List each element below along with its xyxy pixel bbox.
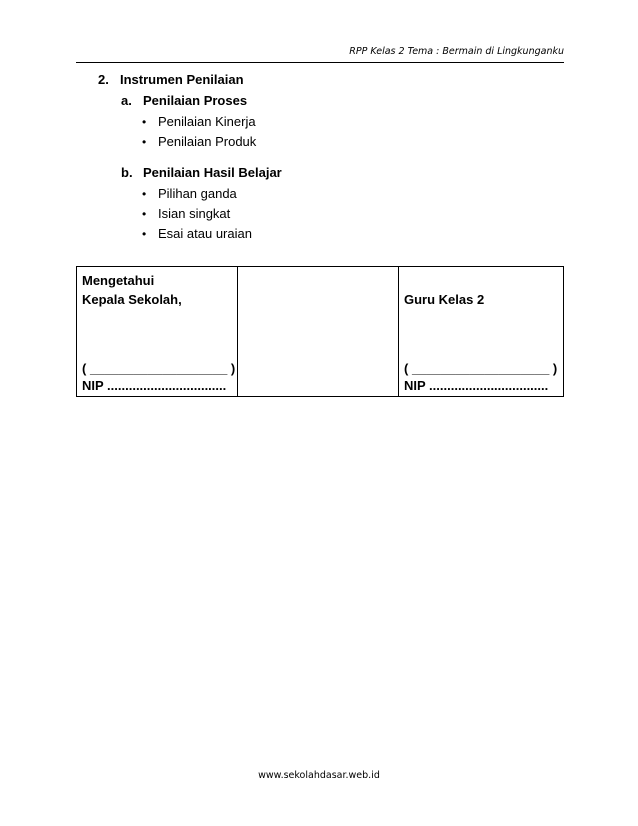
subsection-a-text: Penilaian Proses xyxy=(143,93,248,108)
bullet-icon: • xyxy=(142,227,147,241)
principal-label: Kepala Sekolah, xyxy=(82,292,182,307)
teacher-nip: NIP ................................. xyxy=(404,378,549,393)
acknowledged-label: Mengetahui xyxy=(82,273,155,288)
bullet-icon: • xyxy=(142,135,147,149)
principal-nip: NIP ................................. xyxy=(82,378,227,393)
section-title xyxy=(98,72,244,87)
signature-right-cell xyxy=(399,267,564,397)
list-item-text: Penilaian Kinerja xyxy=(158,114,256,129)
list-item-text: Isian singkat xyxy=(158,206,231,221)
subsection-b-text: Penilaian Hasil Belajar xyxy=(143,165,282,180)
signature-left-cell xyxy=(77,267,238,397)
subsection-b-letter: b. xyxy=(121,165,133,180)
subsection-a-title xyxy=(121,93,247,108)
page-header xyxy=(76,44,564,63)
teacher-name-line: ( ___________________ ) xyxy=(404,361,558,376)
bullet-icon: • xyxy=(142,187,147,201)
bullet-icon: • xyxy=(142,207,147,221)
list-item-text: Esai atau uraian xyxy=(158,226,252,241)
list-item xyxy=(142,114,256,129)
list-item-text: Pilihan ganda xyxy=(158,186,237,201)
bullet-icon: • xyxy=(142,115,147,129)
list-item-text: Penilaian Produk xyxy=(158,134,257,149)
page-footer: www.sekolahdasar.web.id xyxy=(258,770,380,781)
section-number: 2. xyxy=(98,72,109,87)
header-title: RPP Kelas 2 Tema : Bermain di Lingkunganku xyxy=(349,46,564,57)
list-item xyxy=(142,226,252,241)
subsection-a-letter: a. xyxy=(121,93,132,108)
list-item xyxy=(142,134,256,149)
subsection-b-title xyxy=(121,165,282,180)
section-title-text: Instrumen Penilaian xyxy=(120,72,244,87)
principal-name-line: ( ___________________ ) xyxy=(82,361,236,376)
list-item xyxy=(142,186,237,201)
signature-table xyxy=(76,266,564,397)
signature-middle-cell xyxy=(238,267,399,397)
list-item xyxy=(142,206,230,221)
teacher-label: Guru Kelas 2 xyxy=(404,292,485,307)
